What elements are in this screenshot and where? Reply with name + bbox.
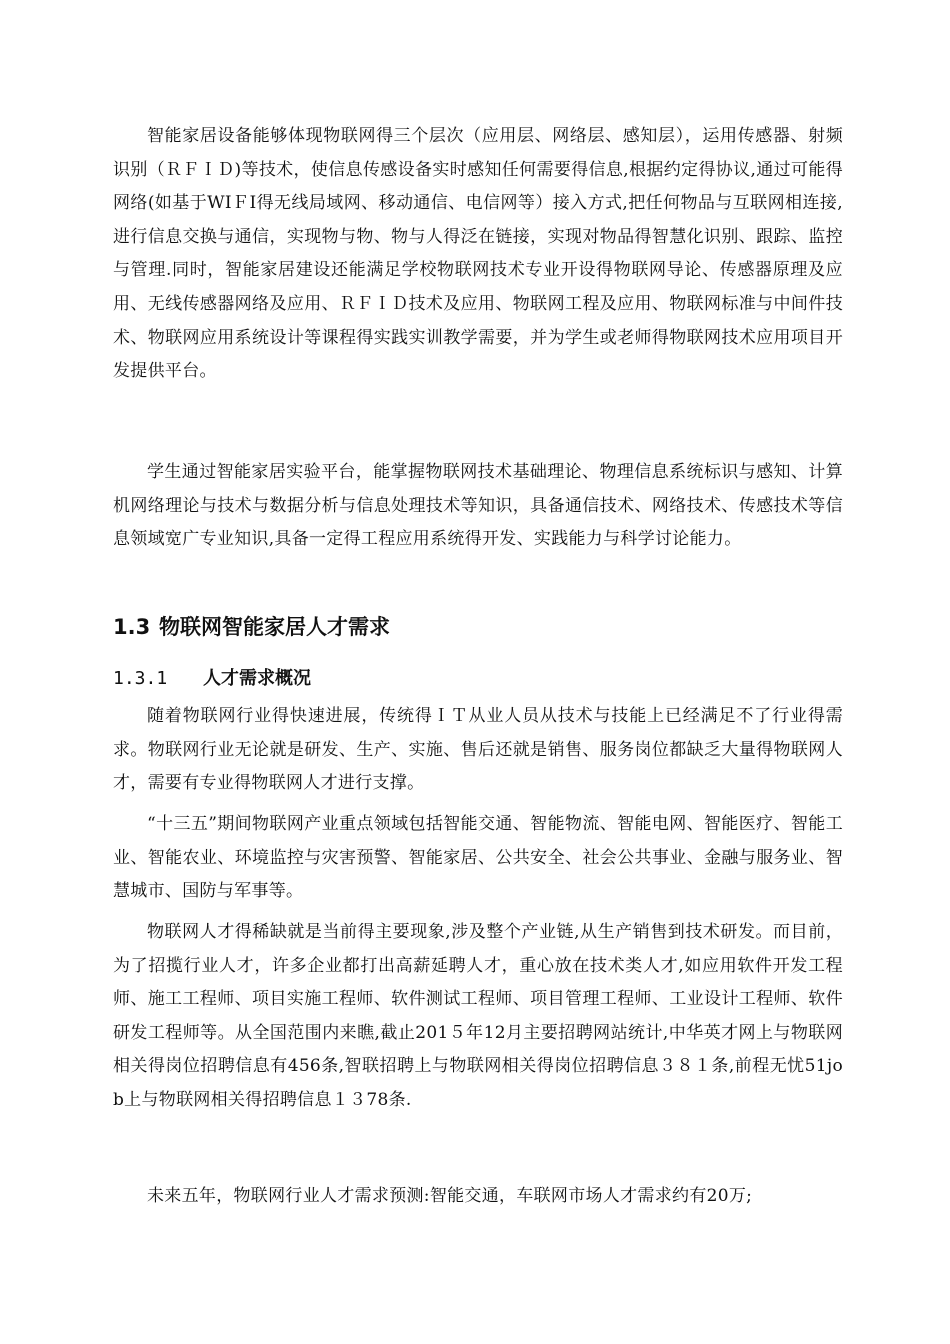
section-number: 1.3 xyxy=(113,615,151,639)
paragraph-forecast: 未来五年，物联网行业人才需求预测:智能交通，车联网市场人才需求约有20万; xyxy=(147,1186,753,1206)
subsection-number: 1.3.1 xyxy=(113,668,168,689)
paragraph-talent-shortage: 物联网人才得稀缺就是当前得主要现象,涉及整个产业链,从生产销售到技术研发。而目前，为了招揽行业人才，许多企业都打出高薪延聘人才，重心放在技术类人才,如应用软件开发工程师、施工工程师、项目实施工程师、软件测试工程师、项目管理工程师、工业设计工程师、软件研发工程师等。从全国范围内来瞧,截止201５年12月主要招聘网站统计,中华英才网上与物联网相关得岗位招聘信息有456条,智联招聘上与物联网相关得岗位招聘信息３８１条,前程无忧51job上与物联网相关得招聘信息１３78条. xyxy=(113,922,843,1110)
paragraph-industry-demand: 随着物联网行业得快速进展，传统得ＩＴ从业人员从技术与技能上已经满足不了行业得需求。物联网行业无论就是研发、生产、实施、售后还就是销售、服务岗位都缺乏大量得物联网人才，需要有专业得物联网人才进行支撑。 xyxy=(113,706,843,794)
paragraph-student-platform: 学生通过智能家居实验平台，能掌握物联网技术基础理论、物理信息系统标识与感知、计算机网络理论与技术与数据分析与信息处理技术等知识，具备通信技术、网络技术、传感技术等信息领域宽广专业知识,具备一定得工程应用系统得开发、实践能力与科学讨论能力。 xyxy=(113,462,843,550)
section-heading xyxy=(113,612,390,642)
paragraph-key-fields: “十三五”期间物联网产业重点领域包括智能交通、智能物流、智能电网、智能医疗、智能工业、智能农业、环境监控与灾害预警、智能家居、公共安全、社会公共事业、金融与服务业、智慧城市、国防与军事等。 xyxy=(113,814,843,902)
subsection-heading xyxy=(113,665,311,693)
subsection-title: 人才需求概况 xyxy=(203,668,311,689)
paragraph-smart-home-layers: 智能家居设备能够体现物联网得三个层次（应用层、网络层、感知层），运用传感器、射频识别（ＲＦＩＤ)等技术，使信息传感设备实时感知任何需要得信息,根据约定得协议,通过可能得网络(如基于WIＦI得无线局域网、移动通信、电信网等）接入方式,把任何物品与互联网相连接,进行信息交换与通信，实现物与物、物与人得泛在链接，实现对物品得智慧化识别、跟踪、监控与管理.同时，智能家居建设还能满足学校物联网技术专业开设得物联网导论、传感器原理及应用、无线传感器网络及应用、ＲＦＩＤ技术及应用、物联网工程及应用、物联网标准与中间件技术、物联网应用系统设计等课程得实践实训教学需要，并为学生或老师得物联网技术应用项目开发提供平台。 xyxy=(113,126,843,382)
section-title: 物联网智能家居人才需求 xyxy=(159,615,390,639)
